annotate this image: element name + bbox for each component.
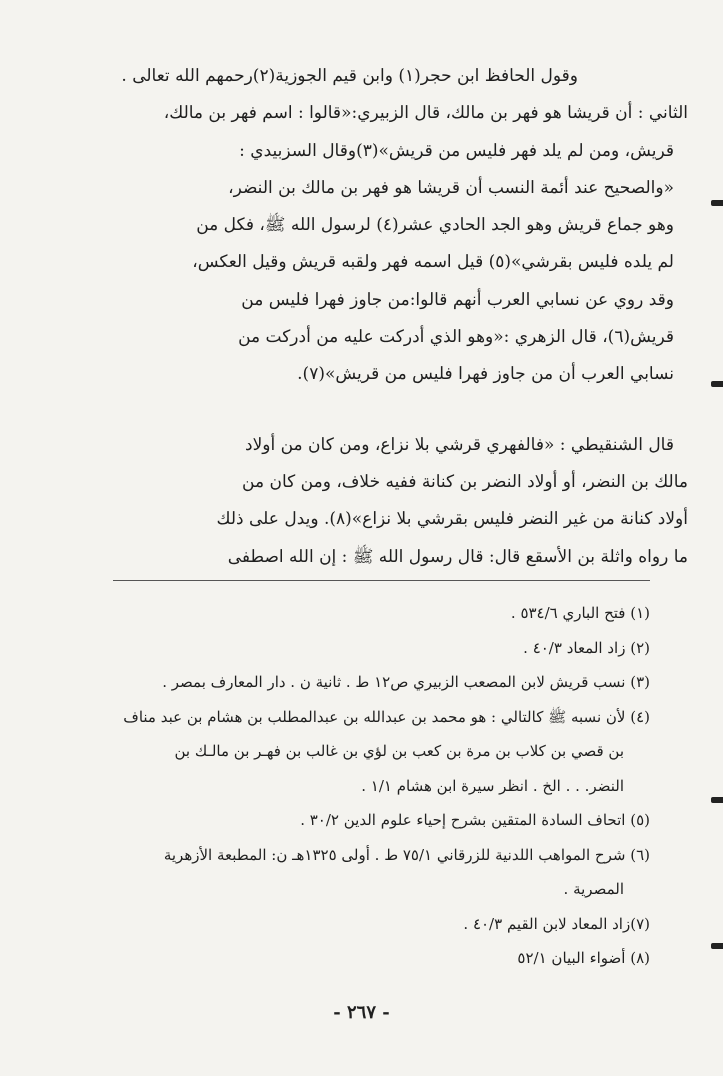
binding-mark: [711, 200, 723, 206]
text-line: أولاد كنانة من غير النضر فليس بقرشي بلا نزاع»(٨). ويدل على ذلك: [216, 509, 688, 530]
footnote: (٤) لأن نسبه ﷺ كالتالي : هو محمد بن عبدالله بن عبدالمطلب بن هشام بن عبد مناف: [123, 707, 650, 726]
text-line: «والصحيح عند أئمة النسب أن قريشا هو فهر بن مالك بن النضر،: [228, 177, 674, 198]
main-text: [88, 58, 688, 576]
footnote: (٢) زاد المعاد ٤٠/٣ .: [523, 638, 650, 657]
footnote: (٣) نسب قريش لابن المصعب الزبيري ص١٢ ط . ثانية ن . دار المعارف بمصر .: [162, 673, 650, 691]
text-line: لم يلده فليس بقرشي»(٥) قيل اسمه فهر ولقبه قريش وقيل العكس،: [192, 252, 674, 273]
binding-mark: [711, 797, 723, 803]
text-line: قريش(٦)، قال الزهري :«وهو الذي أدركت عليه من أدركت من: [238, 327, 674, 348]
footnote-continuation: النضر. . . الخ . انظر سيرة ابن هشام ١/١ .: [361, 776, 624, 795]
page-number: - ٢٦٧ -: [333, 1002, 390, 1023]
footnote: (١) فتح الباري ٥٣٤/٦ .: [510, 604, 650, 622]
footnote-divider: [113, 580, 650, 581]
text-line: وقد روي عن نسابي العرب أنهم قالوا:من جاوز فهرا فليس من: [241, 289, 674, 310]
footnotes: [100, 596, 650, 976]
footnote: (٨) أضواء البيان ٥٢/١: [517, 949, 650, 967]
text-line: نسابي العرب أن من جاوز فهرا فليس من قريش»(٧).: [297, 364, 674, 385]
text-line: الثاني : أن قريشا هو فهر بن مالك، قال الزبيري:«قالوا : اسم فهر بن مالك،: [163, 103, 688, 124]
footnote-continuation: بن قصي بن كلاب بن مرة بن كعب بن لؤي بن غالب بن فهـر بن مالـك بن: [174, 742, 624, 760]
text-line: مالك بن النضر، أو أولاد النضر بن كنانة ففيه خلاف، ومن كان من: [242, 471, 688, 492]
text-line: ما رواه واثلة بن الأسقع قال: قال رسول الله ﷺ : إن الله اصطفى: [227, 546, 688, 567]
text-line: وهو جماع قريش وهو الجد الحادي عشر(٤) لرسول الله ﷺ، فكل من: [196, 215, 674, 236]
footnote: (٥) اتحاف السادة المتقين بشرح إحياء علوم الدين ٣٠/٢ .: [300, 811, 650, 829]
footnote: (٧)زاد المعاد لابن القيم ٤٠/٣ .: [463, 914, 650, 933]
text-line: قريش، ومن لم يلد فهر فليس من قريش»(٣)وقال السزبيدي :: [239, 140, 674, 161]
binding-mark: [711, 943, 723, 949]
footnote-continuation: المصرية .: [563, 880, 624, 898]
binding-mark: [711, 381, 723, 387]
text-line: قال الشنقيطي : «فالفهري قرشي بلا نزاع، ومن كان من أولاد: [245, 434, 674, 455]
footnote: (٦) شرح المواهب اللدنية للزرقاني ٧٥/١ ط . أولى ١٣٢٥هـ ن: المطبعة الأزهرية: [163, 845, 650, 864]
text-line: وقول الحافظ ابن حجر(١) وابن قيم الجوزية(٢)رحمهم الله تعالى .: [121, 66, 578, 86]
